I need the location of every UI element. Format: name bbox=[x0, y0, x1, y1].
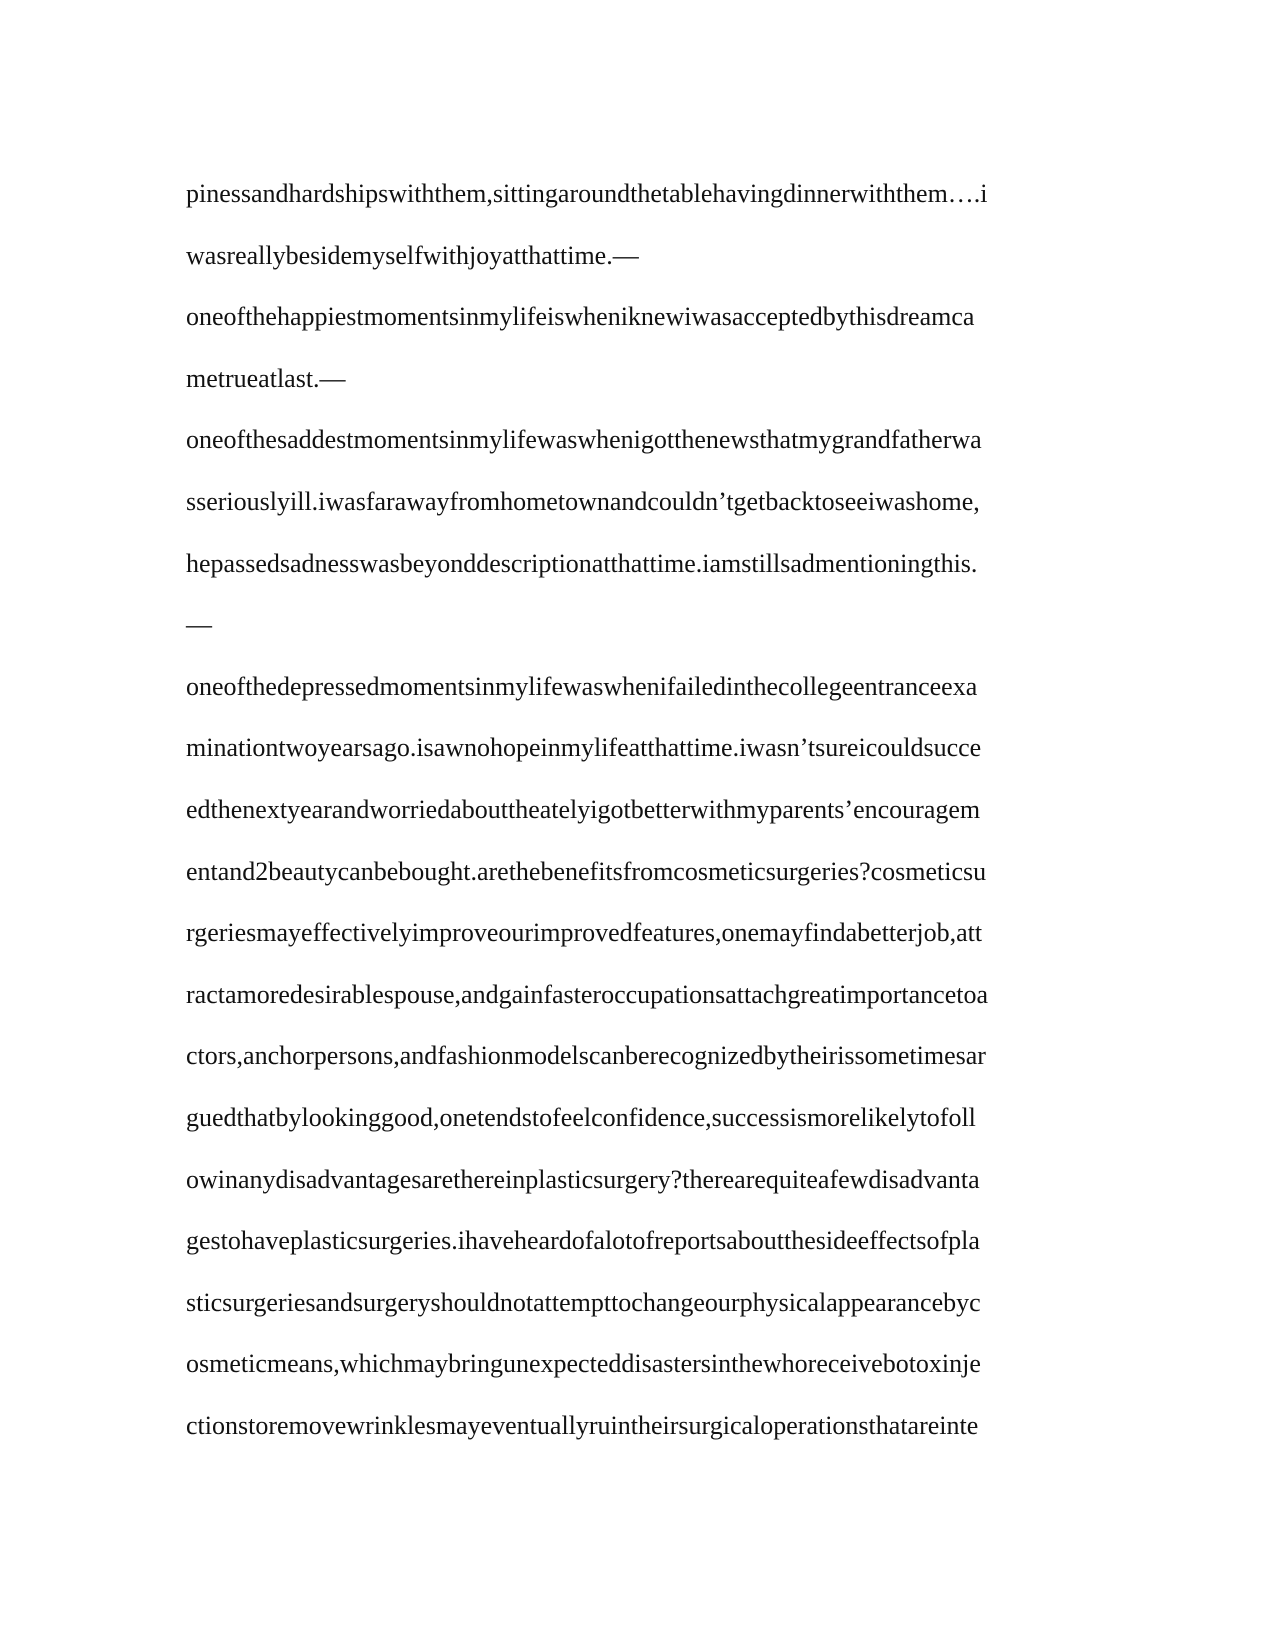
text-line: guedthatbylookinggood,onetendstofeelconfidence,successismorelikelytofoll bbox=[186, 1102, 976, 1132]
text-line: sseriouslyill.iwasfarawayfromhometownandcouldn’tgetbacktoseeiwashome, bbox=[186, 486, 980, 516]
body-text bbox=[186, 163, 1091, 1456]
text-line: — bbox=[186, 610, 212, 640]
text-line: ractamoredesirablespouse,andgainfasteroccupationsattachgreatimportancetoa bbox=[186, 979, 989, 1009]
text-line: owinanydisadvantagesarethereinplasticsurgery?therearequiteafewdisadvanta bbox=[186, 1164, 980, 1194]
text-line: oneofthesaddestmomentsinmylifewaswhenigotthenewsthatmygrandfatherwa bbox=[186, 425, 982, 455]
text-line: edthenextyearandworriedabouttheatelyigotbetterwithmyparents’encouragem bbox=[186, 794, 981, 824]
text-line: metrueatlast.— bbox=[186, 363, 346, 393]
text-line: oneofthehappiestmomentsinmylifeiswheniknewiwasacceptedbythisdreamca bbox=[186, 302, 975, 332]
text-line: sticsurgeriesandsurgeryshouldnotattempttochangeourphysicalappearancebyc bbox=[186, 1287, 981, 1317]
text-line: ctionstoremovewrinklesmayeventuallyruintheirsurgicaloperationsthatareinte bbox=[186, 1410, 979, 1440]
text-line: pinessandhardshipswiththem,sittingaroundthetablehavingdinnerwiththem….i bbox=[186, 179, 988, 208]
text-line: minationtwoyearsago.isawnohopeinmylifeatthattime.iwasn’tsureicouldsucce bbox=[186, 733, 982, 763]
text-line: osmeticmeans,whichmaybringunexpecteddisastersinthewhoreceivebotoxinje bbox=[186, 1349, 981, 1379]
text-line: gestohaveplasticsurgeries.ihaveheardofalotofreportsaboutthesideeffectsofpla bbox=[186, 1226, 980, 1256]
text-line: oneofthedepressedmomentsinmylifewaswhenifailedinthecollegeentranceexa bbox=[186, 671, 978, 701]
text-line: entand2beautycanbebought.arethebenefitsfromcosmeticsurgeries?cosmeticsu bbox=[186, 856, 987, 886]
text-line: hepassedsadnesswasbeyonddescriptionatthattime.iamstillsadmentioningthis. bbox=[186, 548, 978, 578]
text-line: ctors,anchorpersons,andfashionmodelscanberecognizedbytheirissometimesar bbox=[186, 1041, 986, 1071]
text-line: rgeriesmayeffectivelyimproveourimprovedfeatures,onemayfindabetterjob,att bbox=[186, 918, 983, 948]
text-line: wasreallybesidemyselfwithjoyatthattime.— bbox=[186, 240, 639, 270]
